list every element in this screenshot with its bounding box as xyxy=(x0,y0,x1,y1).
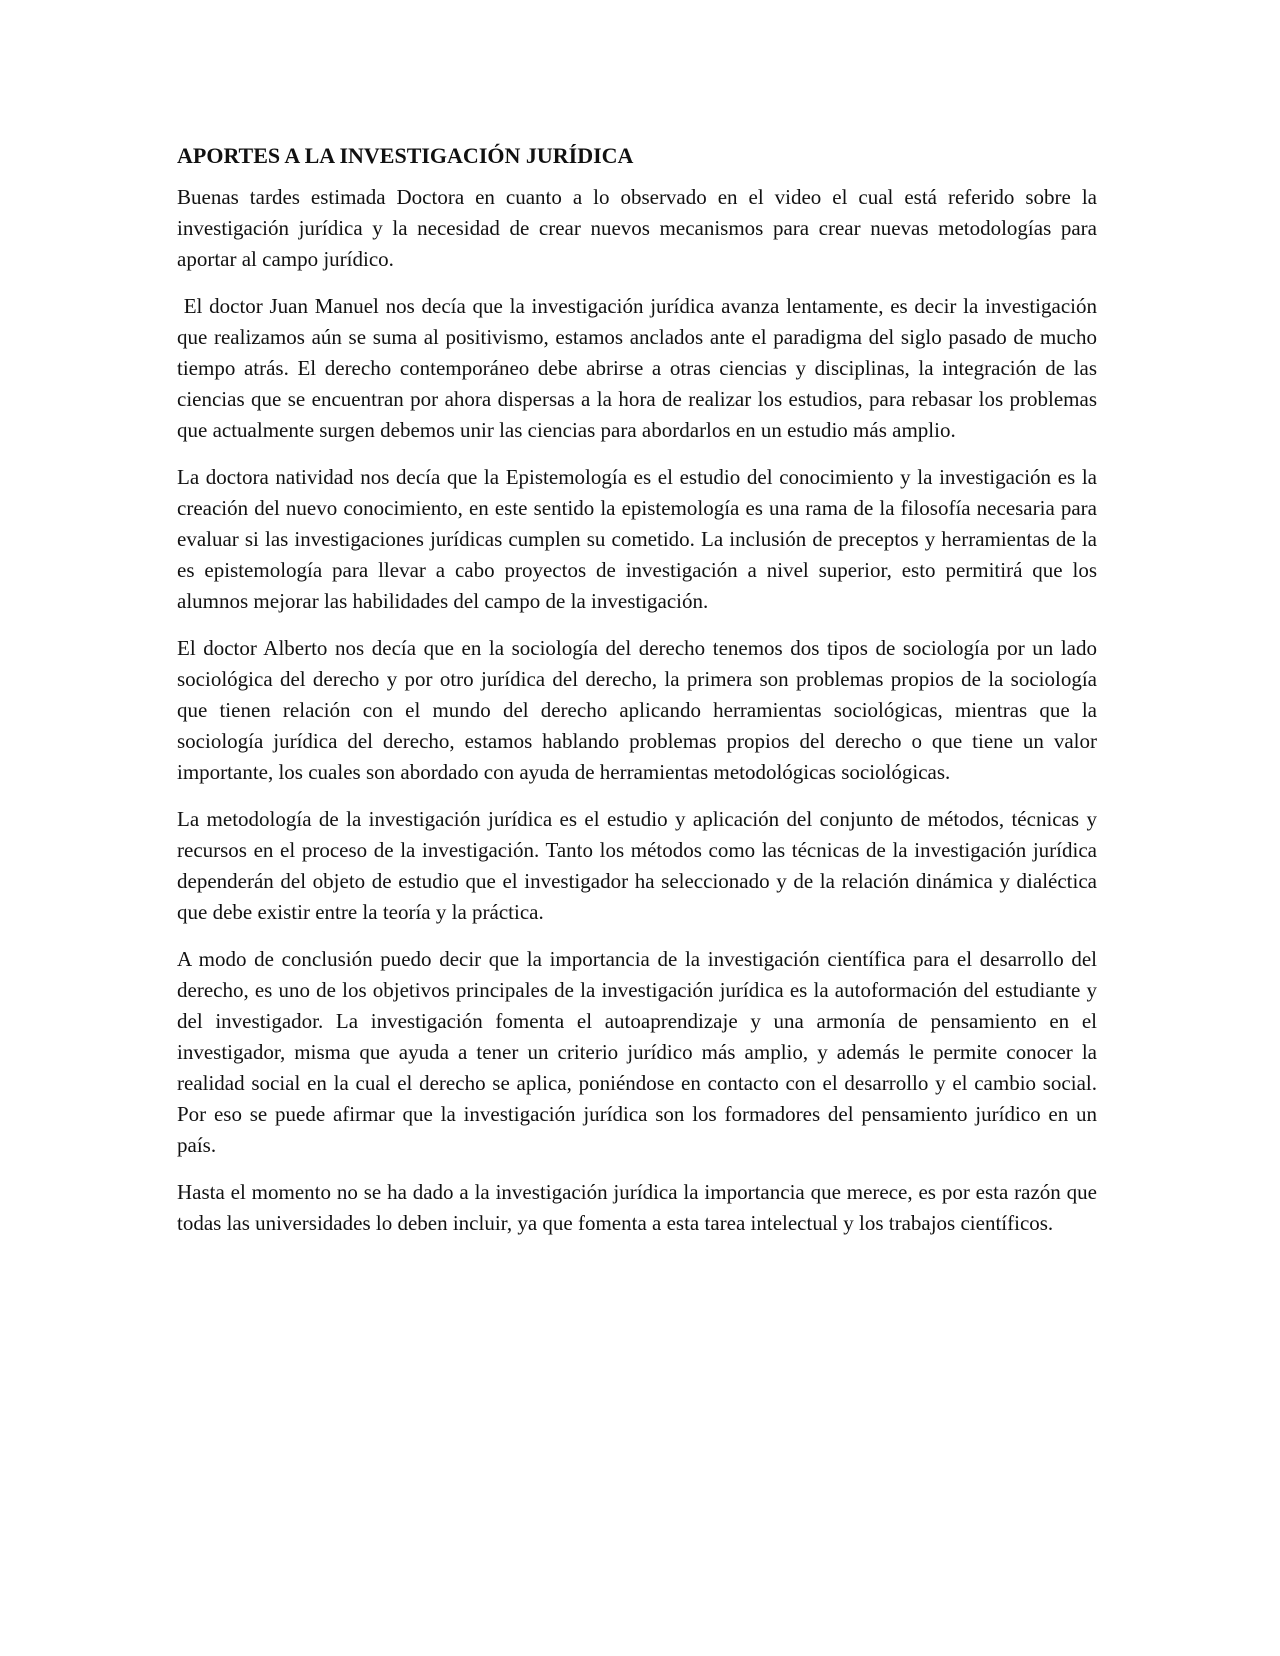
paragraph-closing: Hasta el momento no se ha dado a la investigación jurídica la importancia que merece, es por esta razón que todas las universidades lo deben incluir, ya que fomenta a esta tarea intelectual y los trabajos científicos. xyxy=(177,1180,1097,1235)
paragraph-intro: Buenas tardes estimada Doctora en cuanto a lo observado en el video el cual está referido sobre la investigación jurídica y la necesidad de crear nuevos mecanismos para crear nuevas metodologías para aportar al campo jurídico. xyxy=(177,185,1097,271)
paragraph-metodologia: La metodología de la investigación jurídica es el estudio y aplicación del conjunto de métodos, técnicas y recursos en el proceso de la investigación. Tanto los métodos como las técnicas de la investigación jurídica dependerán del objeto de estudio que el investigador ha seleccionado y de la relación dinámica y dialéctica que debe existir entre la teoría y la práctica. xyxy=(177,807,1097,924)
paragraph-alberto: El doctor Alberto nos decía que en la sociología del derecho tenemos dos tipos de sociología por un lado sociológica del derecho y por otro jurídica del derecho, la primera son problemas propios de la sociología que tienen relación con el mundo del derecho aplicando herramientas sociológicas, mientras que la sociología jurídica del derecho, estamos hablando problemas propios del derecho o que tiene un valor importante, los cuales son abordado con ayuda de herramientas metodológicas sociológicas. xyxy=(177,636,1097,784)
document-page xyxy=(177,140,1103,1255)
paragraph-natividad: La doctora natividad nos decía que la Epistemología es el estudio del conocimiento y la investigación es la creación del nuevo conocimiento, en este sentido la epistemología es una rama de la filosofía necesaria para evaluar si las investigaciones jurídicas cumplen su cometido. La inclusión de preceptos y herramientas de la es epistemología para llevar a cabo proyectos de investigación a nivel superior, esto permitirá que los alumnos mejorar las habilidades del campo de la investigación. xyxy=(177,465,1097,613)
document-title: APORTES A LA INVESTIGACIÓN JURÍDICA xyxy=(177,143,634,168)
paragraph-conclusion: A modo de conclusión puedo decir que la importancia de la investigación científica para el desarrollo del derecho, es uno de los objetivos principales de la investigación jurídica es la autoformación del estudiante y del investigador. La investigación fomenta el autoaprendizaje y una armonía de pensamiento en el investigador, misma que ayuda a tener un criterio jurídico más amplio, y además le permite conocer la realidad social en la cual el derecho se aplica, poniéndose en contacto con el desarrollo y el cambio social. Por eso se puede afirmar que la investigación jurídica son los formadores del pensamiento jurídico en un país. xyxy=(177,947,1097,1157)
paragraph-juan-manuel: El doctor Juan Manuel nos decía que la investigación jurídica avanza lentamente, es decir la investigación que realizamos aún se suma al positivismo, estamos anclados ante el paradigma del siglo pasado de mucho tiempo atrás. El derecho contemporáneo debe abrirse a otras ciencias y disciplinas, la integración de las ciencias que se encuentran por ahora dispersas a la hora de realizar los estudios, para rebasar los problemas que actualmente surgen debemos unir las ciencias para abordarlos en un estudio más amplio. xyxy=(177,294,1103,442)
